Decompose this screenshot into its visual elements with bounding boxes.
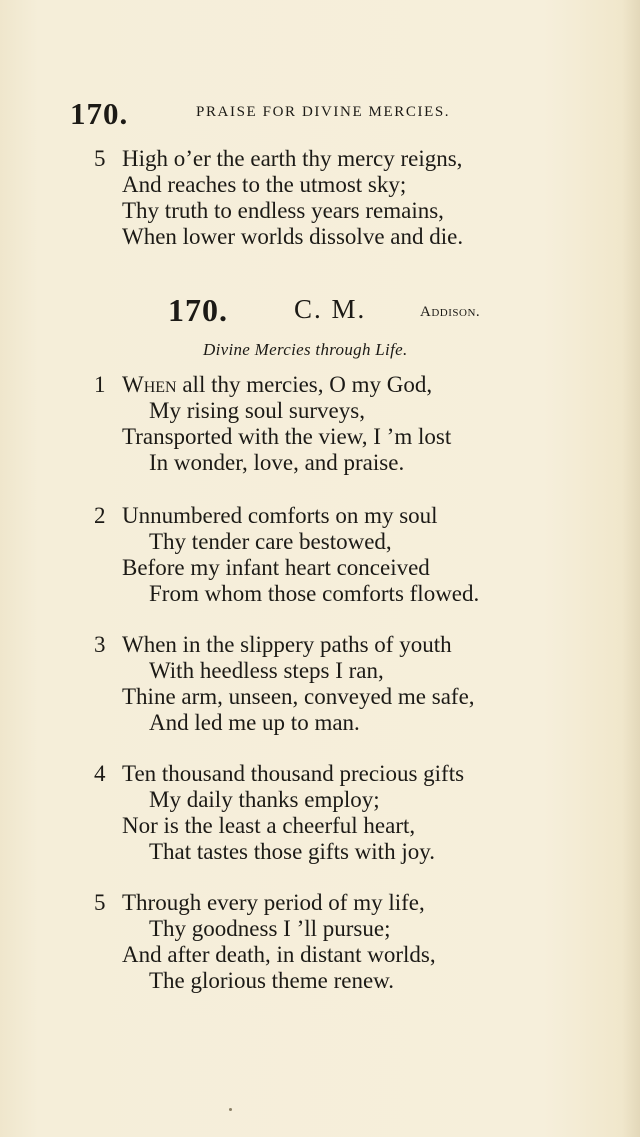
- hymn-heading: [168, 292, 508, 332]
- stanza-number: 5: [94, 890, 106, 915]
- page-edge-shadow: [622, 0, 640, 1137]
- line-text: Before my infant heart conceived: [122, 555, 430, 580]
- verse-line: [94, 372, 574, 398]
- verse-line: [94, 398, 574, 424]
- line-text: From whom those comforts flowed.: [149, 581, 480, 606]
- running-head: [70, 96, 590, 131]
- line-text: My rising soul surveys,: [149, 398, 365, 423]
- line-text: And reaches to the utmost sky;: [122, 172, 407, 197]
- line-text: Thy goodness I ’ll pursue;: [149, 916, 391, 941]
- hymn-meter: C. M.: [294, 294, 367, 324]
- line-text: When lower worlds dissolve and die.: [122, 224, 464, 249]
- verse-line: [94, 224, 574, 250]
- verse-line: [94, 787, 574, 813]
- verse-line: [94, 172, 574, 198]
- verse-line: [94, 916, 574, 942]
- line-text: Through every period of my life,: [122, 890, 425, 915]
- hymn-subtitle: Divine Mercies through Life.: [203, 340, 408, 359]
- stanza-5: [94, 890, 574, 994]
- verse-line: [94, 450, 574, 476]
- stanza-number: 1: [94, 372, 106, 397]
- line-text: That tastes those gifts with joy.: [149, 839, 435, 864]
- stanza-number: 5: [94, 146, 106, 171]
- verse-line: [94, 968, 574, 994]
- line-text: And after death, in distant worlds,: [122, 942, 436, 967]
- line-text: High o’er the earth thy mercy reigns,: [122, 146, 463, 171]
- verse-line: [94, 710, 574, 736]
- line-text: Unnumbered comforts on my soul: [122, 503, 438, 528]
- line-text: With heedless steps I ran,: [149, 658, 384, 683]
- verse-line: [94, 581, 574, 607]
- running-title: PRAISE FOR DIVINE MERCIES.: [196, 104, 451, 120]
- verse-line: [94, 942, 574, 968]
- line-text: Thy truth to endless years remains,: [122, 198, 444, 223]
- verse-line: [94, 198, 574, 224]
- line-text: In wonder, love, and praise.: [149, 450, 405, 475]
- verse-line: [94, 424, 574, 450]
- stanza-3: [94, 632, 574, 736]
- line-rest: all thy mercies, O my God,: [176, 372, 433, 397]
- verse-line: [94, 813, 574, 839]
- stanza-number: 2: [94, 503, 106, 528]
- stanza-4: [94, 761, 574, 865]
- verse-line: [94, 555, 574, 581]
- verse-line: [94, 529, 574, 555]
- verse-line: [94, 839, 574, 865]
- line-text: My daily thanks employ;: [149, 787, 380, 812]
- hymn-author: Addison.: [420, 304, 481, 320]
- stanza-number: 4: [94, 761, 106, 786]
- line-text: When in the slippery paths of youth: [122, 632, 452, 657]
- stanza-number: 3: [94, 632, 106, 657]
- stanza-1: [94, 372, 574, 476]
- verse-line: [94, 146, 574, 172]
- hymn-number: 170.: [168, 292, 228, 328]
- verse-line: [94, 632, 574, 658]
- line-text: Thine arm, unseen, conveyed me safe,: [122, 684, 475, 709]
- verse-line: [94, 684, 574, 710]
- verse-line: [94, 761, 574, 787]
- verse-line: [94, 658, 574, 684]
- line-text: [122, 372, 432, 398]
- verse-line: [94, 503, 574, 529]
- line-text: Ten thousand thousand precious gifts: [122, 761, 465, 786]
- line-text: Thy tender care bestowed,: [149, 529, 392, 554]
- ink-speck: [229, 1108, 232, 1111]
- line-text: The glorious theme renew.: [149, 968, 395, 993]
- stanza-2: [94, 503, 574, 607]
- line-text: Transported with the view, I ’m lost: [122, 424, 452, 449]
- line-text: And led me up to man.: [149, 710, 360, 735]
- continued-stanza: [94, 146, 574, 250]
- verse-line: [94, 890, 574, 916]
- page-number: 170.: [70, 96, 129, 131]
- first-word: When: [122, 372, 177, 397]
- line-text: Nor is the least a cheerful heart,: [122, 813, 416, 838]
